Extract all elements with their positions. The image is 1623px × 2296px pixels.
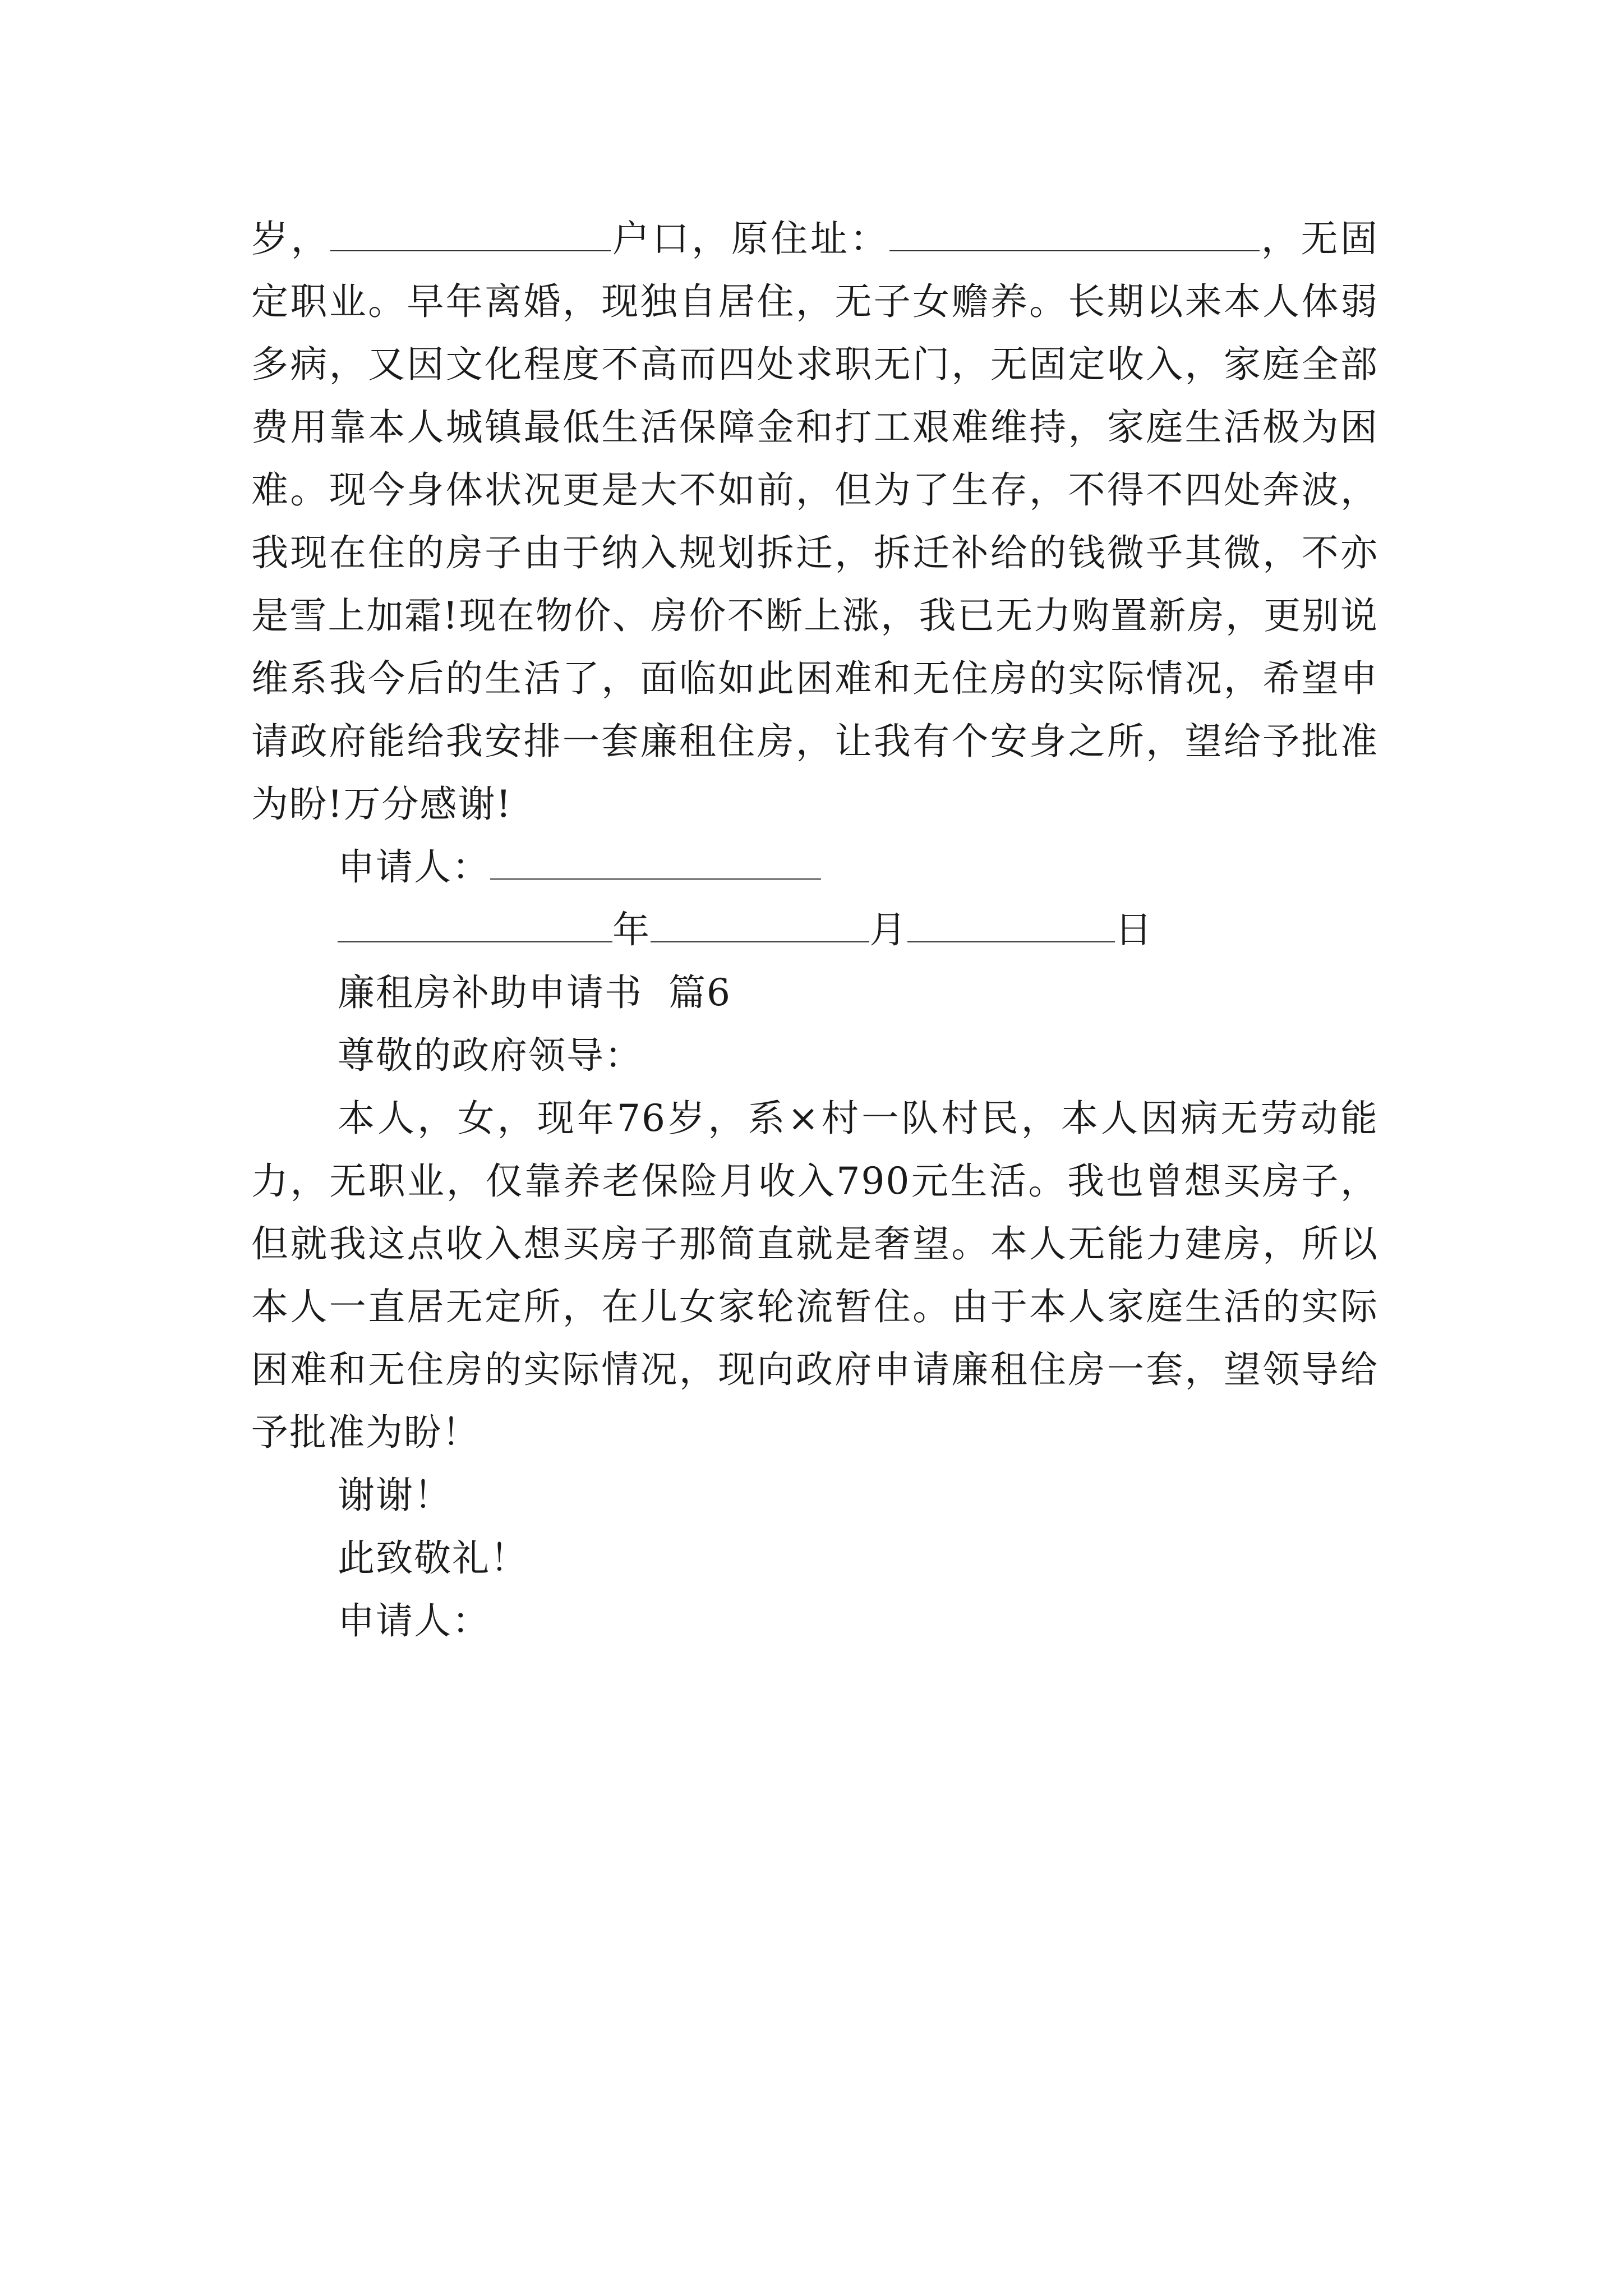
paragraph-applicant-situation [251,208,1378,836]
day-label: 日 [1115,908,1153,951]
month-blank [651,907,869,942]
situation-text: ，无固定职业。早年离婚，现独自居住，无子女赡养。长期以来本人体弱多病，又因文化程度不高而四处求职无门，无固定收入，家庭全部费用靠本人城镇最低生活保障金和打工艰难维持，家庭生活极为困难。现今身体状况更是大不如前，但为了生存，不得不四处奔波，我现在住的房子由于纳入规划拆迁，拆迁补给的钱微乎其微，不亦是雪上加霜!现在物价、房价不断上涨，我已无力购置新房，更别说维系我今后的生活了，面临如此困难和无住房的实际情况，希望申请政府能给我安排一套廉租住房，让我有个安身之所，望给予批准为盼!万分感谢! [251,217,1379,826]
month-label: 月 [869,908,907,951]
date-line [251,899,1378,961]
application-text: 本人，女，现年76岁，系×村一队村民，本人因病无劳动能力，无职业，仅靠养老保险月收入790元生活。我也曾想买房子，但就我这点收入想买房子那简直就是奢望。本人无能力建房，所以本人一直居无定所，在儿女家轮流暂住。由于本人家庭生活的实际困难和无住房的实际情况，现向政府申请廉租住房一套，望领导给予批准为盼！ [251,1097,1378,1454]
day-blank [907,907,1115,942]
applicant-line-2: 申请人： [338,1599,490,1642]
applicant-line-1 [251,836,1378,899]
paragraph-application [251,1087,1378,1464]
closing-line: 此致敬礼！ [338,1536,528,1580]
age-suffix-text: 岁， [251,217,331,260]
applicant-label: 申请人： [338,845,490,889]
address-blank [889,215,1260,251]
household-blank [330,215,611,251]
household-address-label: 户口，原住址： [611,217,890,260]
document-body [251,208,1378,1653]
thanks-line: 谢谢！ [338,1474,452,1517]
salutation: 尊敬的政府领导： [338,1034,643,1077]
year-blank [338,907,612,942]
section-title: 廉租房补助申请书 篇6 [338,971,731,1014]
applicant-signature-blank [490,844,821,880]
year-label: 年 [612,908,651,951]
